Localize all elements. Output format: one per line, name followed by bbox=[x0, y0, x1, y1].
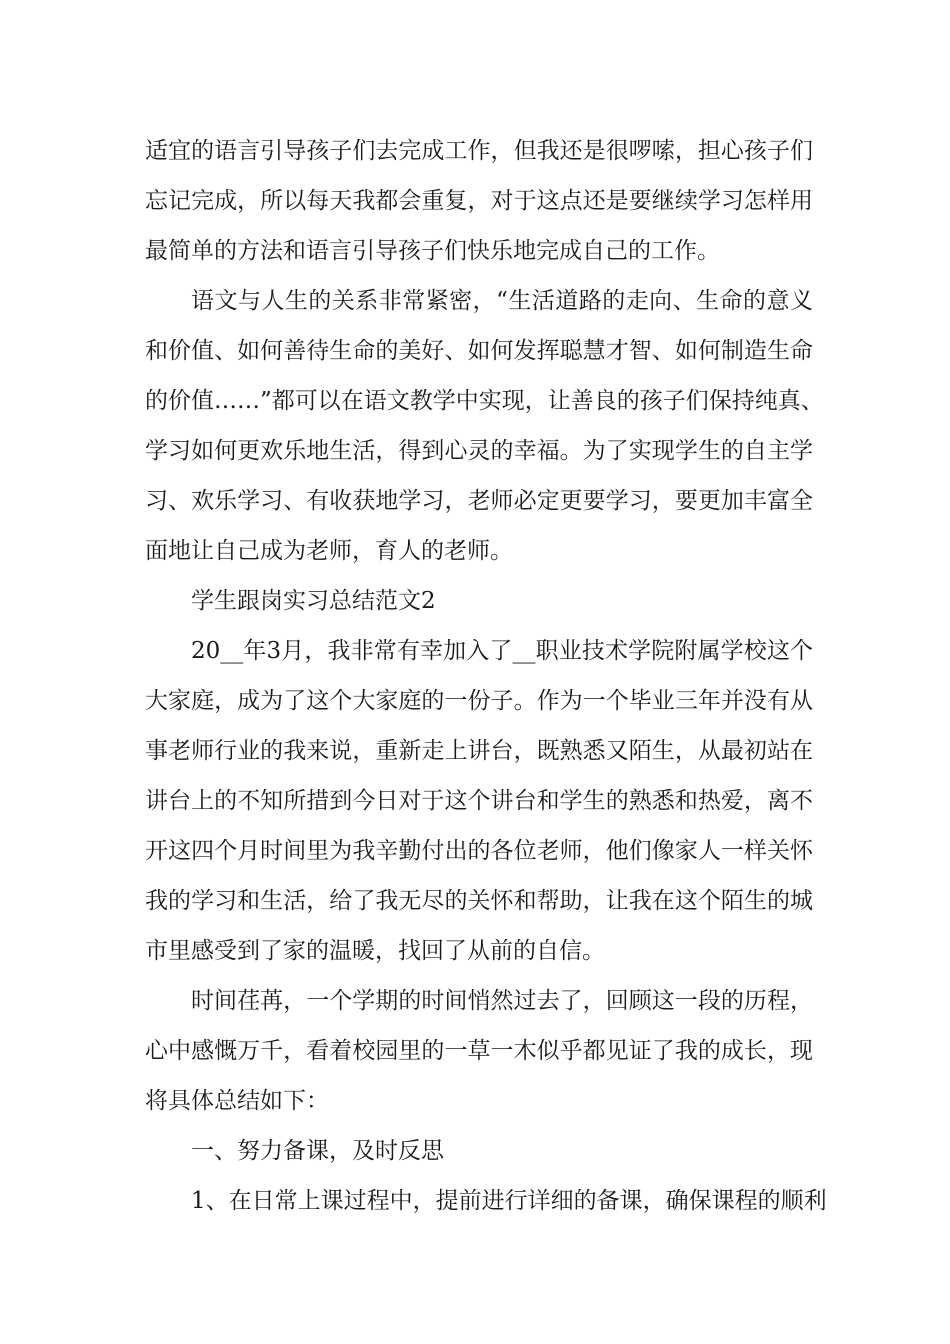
paragraph-line: 将具体总结如下： bbox=[145, 1088, 329, 1114]
paragraph-line: 大家庭，成为了这个大家庭的一份子。作为一个毕业三年并没有从 bbox=[145, 688, 813, 714]
paragraph-line: 事老师行业的我来说，重新走上讲台，既熟悉又陌生，从最初站在 bbox=[145, 738, 813, 764]
paragraph-line: 适宜的语言引导孩子们去完成工作，但我还是很啰嗦，担心孩子们 bbox=[145, 138, 813, 164]
paragraph-line: 讲台上的不知所措到今日对于这个讲台和学生的熟悉和热爱，离不 bbox=[145, 788, 813, 814]
section-title: 学生跟岗实习总结范文2 bbox=[191, 588, 436, 614]
paragraph-line: 我的学习和生活，给了我无尽的关怀和帮助，让我在这个陌生的城 bbox=[145, 888, 813, 914]
document-body bbox=[145, 126, 827, 1226]
paragraph-line: 习、欢乐学习、有收获地学习，老师必定更要学习，要更加丰富全 bbox=[145, 488, 813, 514]
paragraph-line: 和价值、如何善待生命的美好、如何发挥聪慧才智、如何制造生命 bbox=[145, 338, 813, 364]
paragraph-line: 忘记完成，所以每天我都会重复，对于这点还是要继续学习怎样用 bbox=[145, 188, 813, 214]
paragraph-line: 面地让自己成为老师，育人的老师。 bbox=[145, 538, 513, 564]
paragraph-line: 时间荏苒，一个学期的时间悄然过去了，回顾这一段的历程， bbox=[191, 988, 813, 1014]
paragraph-line: 心中感慨万千，看着校园里的一草一木似乎都见证了我的成长，现 bbox=[145, 1038, 813, 1064]
subsection-title: 一、努力备课，及时反思 bbox=[191, 1138, 444, 1164]
paragraph-line: 学习如何更欢乐地生活，得到心灵的幸福。为了实现学生的自主学 bbox=[145, 438, 813, 464]
paragraph-line: 语文与人生的关系非常紧密，“生活道路的走向、生命的意义 bbox=[191, 288, 813, 314]
paragraph-line: 1、在日常上课过程中，提前进行详细的备课，确保课程的顺利 bbox=[191, 1188, 827, 1214]
paragraph-line: 20__年3月，我非常有幸加入了__职业技术学院附属学校这个 bbox=[191, 638, 813, 664]
paragraph-line: 的价值……”都可以在语文教学中实现，让善良的孩子们保持纯真、 bbox=[145, 388, 824, 414]
paragraph-line: 最简单的方法和语言引导孩子们快乐地完成自己的工作。 bbox=[145, 238, 720, 264]
paragraph-line: 开这四个月时间里为我辛勤付出的各位老师，他们像家人一样关怀 bbox=[145, 838, 813, 864]
paragraph-line: 市里感受到了家的温暖，找回了从前的自信。 bbox=[145, 938, 605, 964]
